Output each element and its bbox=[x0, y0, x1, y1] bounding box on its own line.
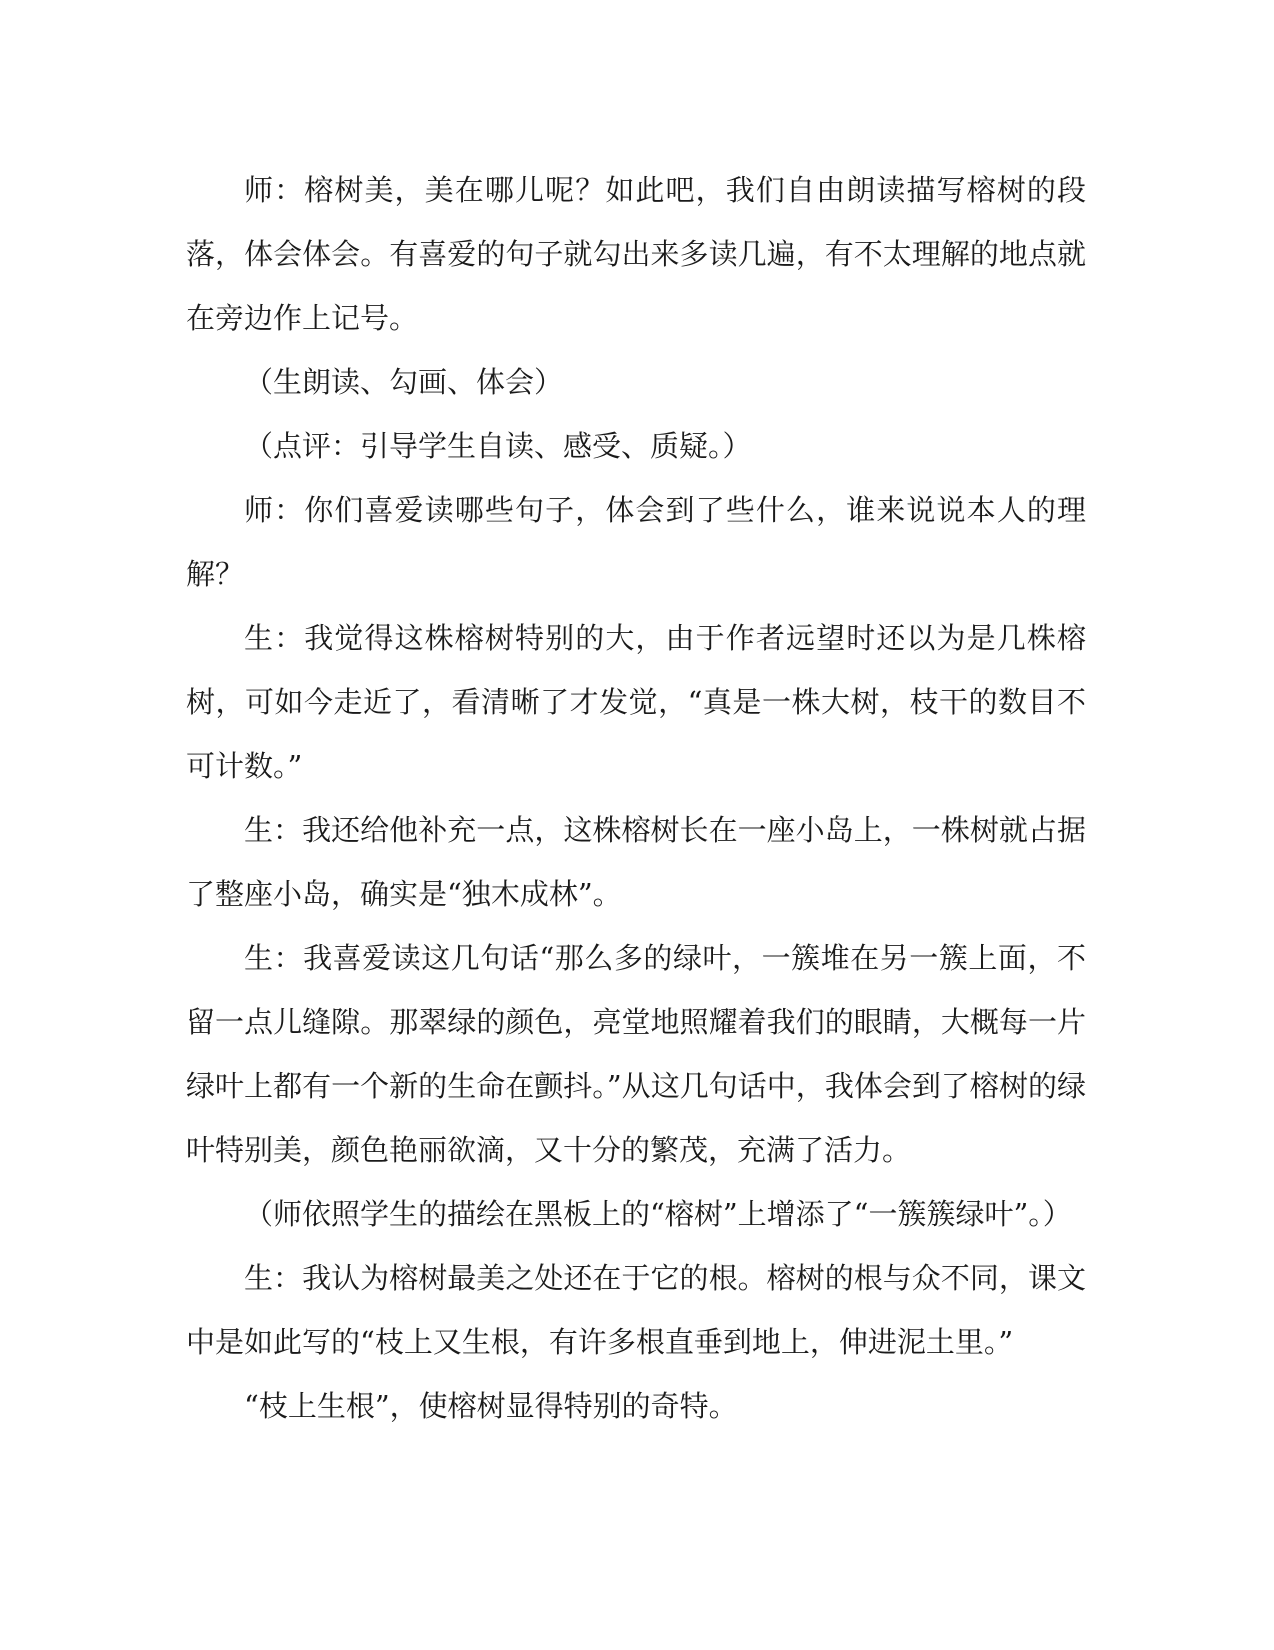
paragraph-teacher-prompt: 师：榕树美，美在哪儿呢？如此吧，我们自由朗读描写榕树的段落，体会体会。有喜爱的句子就勾出来多读几遍，有不太理解的地点就在旁边作上记号。 bbox=[186, 173, 1086, 335]
document-body bbox=[186, 158, 1086, 1438]
paragraph-roots-note: “枝上生根”，使榕树显得特别的奇特。 bbox=[244, 1389, 738, 1423]
paragraph-student-answer-2: 生：我还给他补充一点，这株榕树长在一座小岛上，一株树就占据了整座小岛，确实是“独木成林”。 bbox=[186, 813, 1086, 911]
paragraph-teacher-blackboard: （师依照学生的描绘在黑板上的“榕树”上增添了“一簇簇绿叶”。） bbox=[244, 1197, 1072, 1231]
paragraph-teacher-question: 师：你们喜爱读哪些句子，体会到了些什么，谁来说说本人的理解？ bbox=[186, 493, 1086, 591]
paragraph-student-answer-4: 生：我认为榕树最美之处还在于它的根。榕树的根与众不同，课文中是如此写的“枝上又生根，有许多根直垂到地上，伸进泥土里。” bbox=[186, 1261, 1086, 1359]
paragraph-student-answer-1: 生：我觉得这株榕树特别的大，由于作者远望时还以为是几株榕树，可如今走近了，看清晰了才发觉，“真是一株大树，枝干的数目不可计数。” bbox=[186, 621, 1086, 783]
paragraph-commentary: （点评：引导学生自读、感受、质疑。） bbox=[244, 429, 752, 463]
paragraph-student-answer-3: 生：我喜爱读这几句话“那么多的绿叶，一簇堆在另一簇上面，不留一点儿缝隙。那翠绿的颜色，亮堂地照耀着我们的眼睛，大概每一片绿叶上都有一个新的生命在颤抖。”从这几句话中，我体会到了榕树的绿叶特别美，颜色艳丽欲滴，又十分的繁茂，充满了活力。 bbox=[186, 941, 1086, 1167]
paragraph-student-activity: （生朗读、勾画、体会） bbox=[244, 365, 564, 399]
